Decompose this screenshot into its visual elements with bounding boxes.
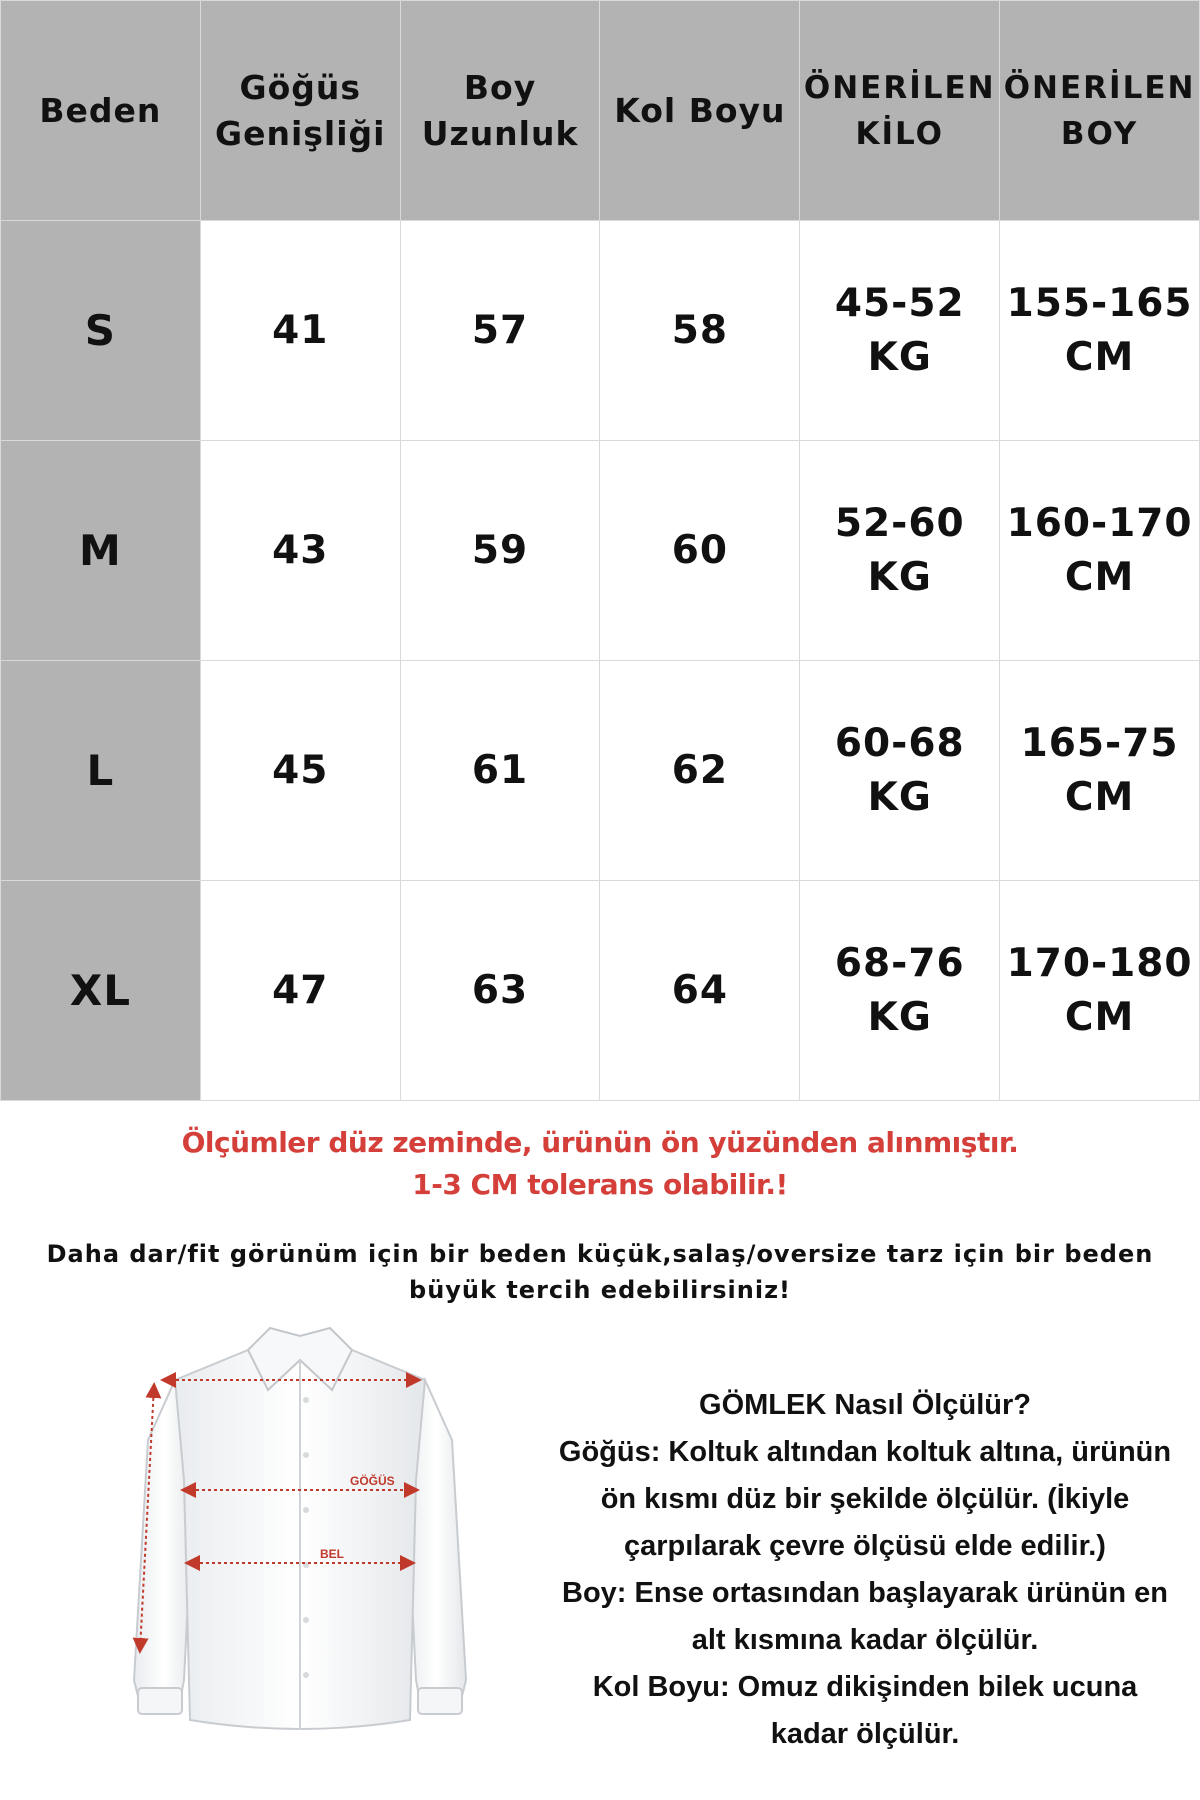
header-onboy-line2: BOY [1060, 115, 1139, 152]
kilo-unit: KG [867, 554, 932, 600]
table-row [1, 441, 1200, 661]
header-onerilen-kilo [800, 1, 1000, 221]
header-gogus-line1: Göğüs [239, 67, 361, 107]
header-kilo-line1: ÖNERİLEN [803, 69, 996, 106]
boy-cell [1000, 221, 1200, 441]
boy-unit: CM [1064, 334, 1135, 380]
kilo-cell [800, 881, 1000, 1101]
header-gogus [200, 1, 400, 221]
boy-cell [1000, 661, 1200, 881]
sleeve-cell: 58 [600, 221, 800, 441]
kilo-range: 45-52 [834, 280, 965, 326]
header-kol-text: Kol Boyu [614, 90, 786, 130]
size-cell: S [1, 221, 201, 441]
howto-line: Kol Boyu: Omuz dikişinden bilek ucuna [592, 1671, 1138, 1703]
sleeve-cell: 62 [600, 661, 800, 881]
header-boy-line1: Boy [463, 67, 537, 107]
measurement-note-red [0, 1122, 1200, 1206]
chest-cell: 47 [200, 881, 400, 1101]
howto-line: çarpılarak çevre ölçüsü elde edilir.) [624, 1530, 1106, 1562]
kilo-range: 52-60 [834, 500, 965, 546]
chest-cell: 45 [200, 661, 400, 881]
boy-unit: CM [1064, 994, 1135, 1040]
size-cell: L [1, 661, 201, 881]
fit-note-line-2: büyük tercih edebilirsiniz! [409, 1276, 791, 1304]
header-gogus-line2: Genişliği [215, 113, 386, 153]
howto-line: GÖMLEK Nasıl Ölçülür? [699, 1389, 1031, 1421]
howto-line: Boy: Ense ortasından başlayarak ürünün en [562, 1577, 1168, 1609]
sleeve-cell: 64 [600, 881, 800, 1101]
size-cell: M [1, 441, 201, 661]
table-row [1, 881, 1200, 1101]
header-boy-line2: Uzunluk [421, 113, 579, 153]
kilo-unit: KG [867, 774, 932, 820]
chest-cell: 43 [200, 441, 400, 661]
howto-line: kadar ölçülür. [770, 1718, 960, 1750]
kilo-cell [800, 221, 1000, 441]
table-row [1, 661, 1200, 881]
kilo-range: 60-68 [834, 720, 965, 766]
header-kilo-line2: KİLO [855, 115, 944, 152]
howto-line: ön kısmı düz bir şekilde ölçülür. (İkiyle [600, 1483, 1130, 1515]
red-note-line-1: Ölçümler düz zeminde, ürünün ön yüzünden alınmıştır. [181, 1126, 1019, 1159]
table-row [1, 221, 1200, 441]
chest-label: GÖĞÜS [350, 1474, 395, 1488]
red-note-line-2: 1-3 CM tolerans olabilir.! [412, 1168, 788, 1201]
kilo-unit: KG [867, 334, 932, 380]
header-boy-uzunluk [400, 1, 600, 221]
boy-unit: CM [1064, 554, 1135, 600]
chest-cell: 41 [200, 221, 400, 441]
howto-line: alt kısmına kadar ölçülür. [691, 1624, 1039, 1656]
header-beden-text: Beden [39, 90, 162, 130]
boy-range: 170-180 [1006, 940, 1193, 986]
length-cell: 57 [400, 221, 600, 441]
length-cell: 59 [400, 441, 600, 661]
header-onboy-line1: ÖNERİLEN [1003, 69, 1196, 106]
waist-label: BEL [320, 1547, 344, 1561]
boy-range: 155-165 [1006, 280, 1193, 326]
kilo-range: 68-76 [834, 940, 965, 986]
size-cell: XL [1, 881, 201, 1101]
boy-range: 160-170 [1006, 500, 1193, 546]
header-beden [1, 1, 201, 221]
fit-note-line-1: Daha dar/fit görünüm için bir beden küçük,salaş/oversize tarz için bir beden [46, 1240, 1154, 1268]
boy-range: 165-75 [1020, 720, 1179, 766]
fit-advice-note [20, 1236, 1180, 1308]
sleeve-cell: 60 [600, 441, 800, 661]
howto-line: Göğüs: Koltuk altından koltuk altına, ürünün [558, 1436, 1172, 1468]
header-kol-boyu [600, 1, 800, 221]
shirt-illustration-icon [120, 1320, 480, 1740]
kilo-cell [800, 661, 1000, 881]
kilo-cell [800, 441, 1000, 661]
boy-cell [1000, 441, 1200, 661]
boy-cell [1000, 881, 1200, 1101]
table-header-row [1, 1, 1200, 221]
header-onerilen-boy [1000, 1, 1200, 221]
how-to-measure-text [530, 1382, 1200, 1758]
length-cell: 61 [400, 661, 600, 881]
boy-unit: CM [1064, 774, 1135, 820]
length-cell: 63 [400, 881, 600, 1101]
kilo-unit: KG [867, 994, 932, 1040]
